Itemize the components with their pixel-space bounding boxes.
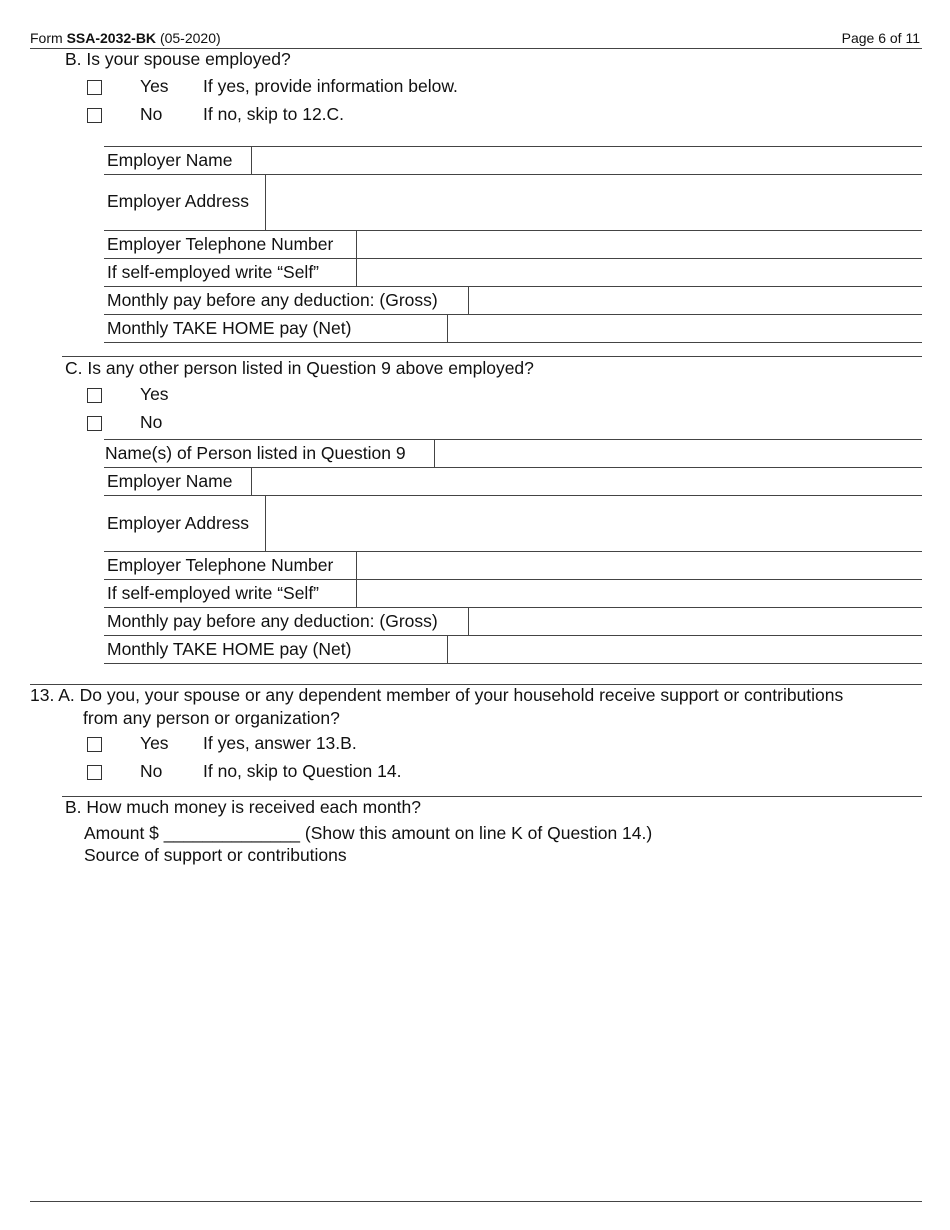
- q12b-employer-name-label: Employer Name: [107, 150, 233, 170]
- q12b-no-note: If no, skip to 12.C.: [203, 104, 345, 124]
- page-number: Page 6 of 11: [841, 30, 920, 46]
- q12b-self-employed-label: If self-employed write “Self”: [107, 262, 320, 282]
- q12c-employer-name-label: Employer Name: [107, 471, 233, 491]
- q13a-yes-checkbox[interactable]: [87, 737, 102, 752]
- q12c-monthly-gross-field[interactable]: [469, 608, 922, 635]
- q12b-employer-phone-label: Employer Telephone Number: [107, 234, 334, 254]
- footer-rule: [30, 1201, 922, 1202]
- q12b-monthly-net-field[interactable]: [448, 315, 922, 342]
- q12b-yes-checkbox[interactable]: [87, 80, 102, 95]
- q13a-yes-label: Yes: [140, 733, 169, 753]
- q12c-person-names-label: Name(s) of Person listed in Question 9: [105, 443, 406, 463]
- q13b-amount-row: [84, 823, 652, 843]
- q12b-no-label: No: [140, 104, 163, 124]
- q12b-self-employed-field[interactable]: [357, 259, 922, 286]
- q13a-question-line1: 13. A. Do you, your spouse or any dependent member of your household receive support or contributions: [30, 685, 844, 705]
- q12c-person-names-field[interactable]: [435, 440, 922, 467]
- q12b-employer-name-field[interactable]: [252, 147, 922, 174]
- form-prefix: Form: [30, 30, 63, 46]
- q13b-source-label: Source of support or contributions: [84, 845, 347, 865]
- q12c-question: C. Is any other person listed in Question 9 above employed?: [65, 358, 534, 378]
- q12b-monthly-net-label: Monthly TAKE HOME pay (Net): [107, 318, 352, 338]
- form-number: SSA-2032-BK: [66, 30, 157, 46]
- q12b-employer-address-field[interactable]: [266, 175, 922, 230]
- form-date: (05-2020): [159, 30, 221, 46]
- q12b-yes-note: If yes, provide information below.: [203, 76, 458, 96]
- q12b-monthly-gross-field[interactable]: [469, 287, 922, 314]
- q12c-employer-name-field[interactable]: [252, 468, 922, 495]
- q13b-amount-field[interactable]: ______________: [163, 823, 301, 843]
- q13b-amount-label: Amount $: [84, 823, 159, 843]
- q12c-monthly-gross-label: Monthly pay before any deduction: (Gross): [107, 611, 438, 631]
- q12c-no-label: No: [140, 412, 163, 432]
- q12b-question: B. Is your spouse employed?: [65, 49, 291, 69]
- q12b-monthly-gross-label: Monthly pay before any deduction: (Gross): [107, 290, 438, 310]
- q12c-self-employed-label: If self-employed write “Self”: [107, 583, 320, 603]
- q12c-employer-address-label: Employer Address: [107, 513, 250, 533]
- q12b-yes-label: Yes: [140, 76, 169, 96]
- q12c-yes-label: Yes: [140, 384, 169, 404]
- q12c-rule: [62, 356, 922, 357]
- q12b-employer-address-label: Employer Address: [107, 191, 250, 211]
- q12c-employer-address-field[interactable]: [266, 496, 922, 551]
- q12b-no-checkbox[interactable]: [87, 108, 102, 123]
- q12c-employer-phone-label: Employer Telephone Number: [107, 555, 334, 575]
- q12c-self-employed-field[interactable]: [357, 580, 922, 607]
- q12c-no-checkbox[interactable]: [87, 416, 102, 431]
- q13a-yes-note: If yes, answer 13.B.: [203, 733, 357, 753]
- q12c-monthly-net-label: Monthly TAKE HOME pay (Net): [107, 639, 352, 659]
- q12c-yes-checkbox[interactable]: [87, 388, 102, 403]
- q13a-question-line2: from any person or organization?: [83, 708, 340, 728]
- q12c-monthly-net-field[interactable]: [448, 636, 922, 663]
- q12c-employer-phone-field[interactable]: [357, 552, 922, 579]
- q13a-no-label: No: [140, 761, 163, 781]
- form-id: [30, 30, 221, 46]
- q12b-employer-phone-field[interactable]: [357, 231, 922, 258]
- q13b-amount-note: (Show this amount on line K of Question 14.): [304, 823, 653, 843]
- q13b-question: B. How much money is received each month?: [65, 797, 421, 817]
- q13a-no-checkbox[interactable]: [87, 765, 102, 780]
- q13a-no-note: If no, skip to Question 14.: [203, 761, 402, 781]
